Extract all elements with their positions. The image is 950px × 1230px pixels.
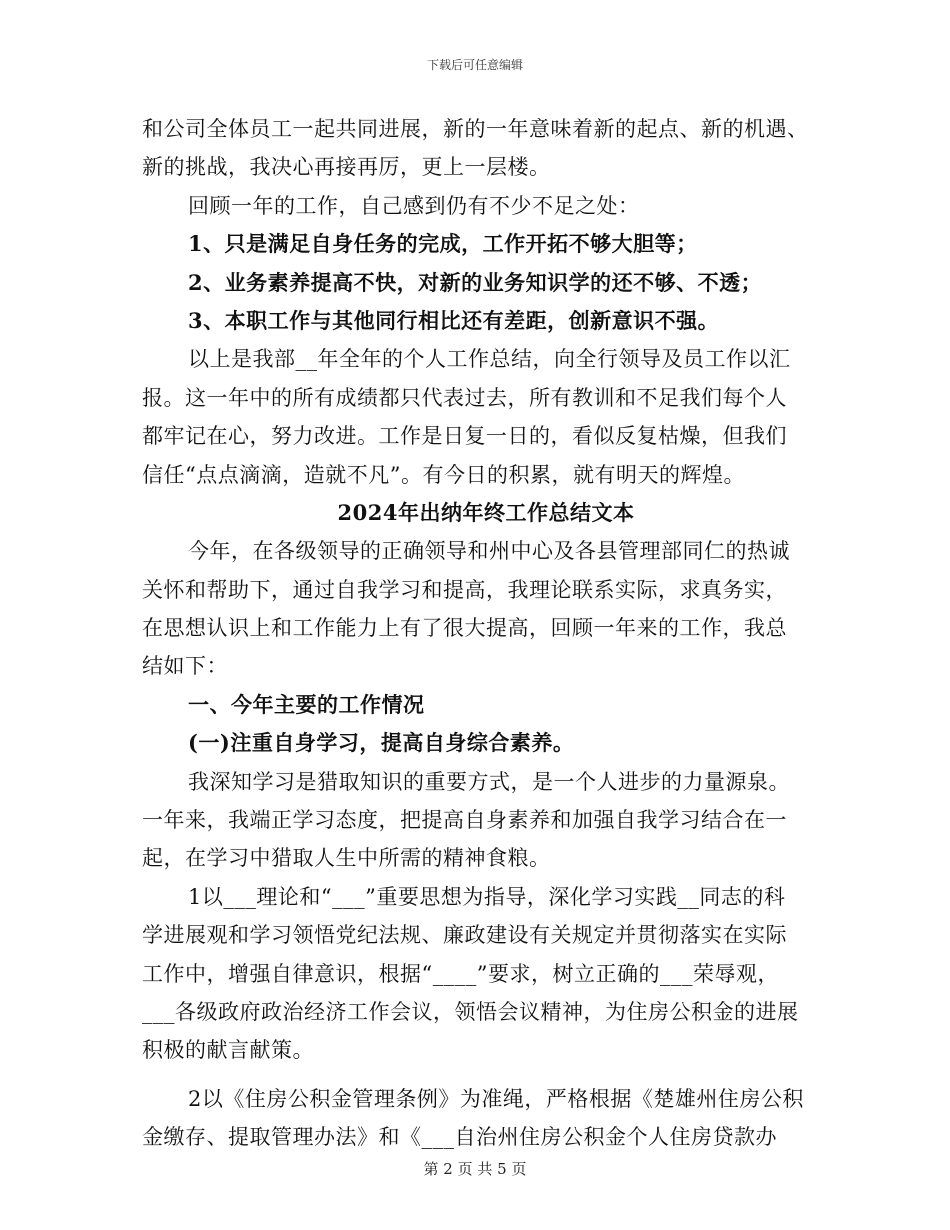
body-line: 积极的献言献策。 [142, 1038, 314, 1063]
body-line: 回顾一年的工作，自己感到仍有不少不足之处： [188, 193, 640, 218]
body-line: 以上是我部__年全年的个人工作总结，向全行领导及员工作以汇 [188, 347, 791, 372]
body-line: 报。这一年中的所有成绩都只代表过去，所有教训和不足我们每个人 [142, 385, 787, 410]
body-line: 关怀和帮助下，通过自我学习和提高，我理论联系实际，求真务实， [142, 577, 787, 602]
body-line: 都牢记在心，努力改进。工作是日复一日的，看似反复枯燥，但我们 [142, 424, 787, 449]
subsection-heading: (一)注重自身学习，提高自身综合素养。 [188, 730, 575, 756]
document-title: 2024年出纳年终工作总结文本 [337, 499, 635, 525]
body-line: ___各级政府政治经济工作会议，领悟会议精神，为住房公积金的进展 [142, 999, 799, 1024]
body-line: 在思想认识上和工作能力上有了很大提高，回顾一年来的工作，我总 [142, 616, 787, 641]
body-line: 2以《住房公积金管理条例》为准绳，严格根据《楚雄州住房公积 [188, 1086, 804, 1111]
list-item: 3、本职工作与其他同行相比还有差距，创新意识不强。 [188, 307, 720, 333]
body-line: 和公司全体员工一起共同进展，新的一年意味着新的起点、新的机遇、 [142, 117, 809, 141]
list-item: 1、只是满足自身任务的完成，工作开拓不够大胆等； [188, 231, 698, 257]
body-line: 信任“点点滴滴，造就不凡”。有今日的积累，就有明天的辉煌。 [142, 462, 745, 487]
body-line: 1以___理论和“___”重要思想为指导，深化学习实践__同志的科 [188, 884, 786, 909]
document-body [142, 110, 810, 1157]
paragraph-gap [142, 1070, 810, 1080]
body-line: 金缴存、提取管理办法》和《___自治州住房公积金个人住房贷款办 [142, 1125, 777, 1150]
body-line: 工作中，增强自律意识，根据“____”要求，树立正确的___荣辱观， [142, 961, 779, 986]
section-heading: 一、今年主要的工作情况 [188, 691, 425, 717]
body-line: 今年，在各级领导的正确领导和州中心及各县管理部同仁的热诚 [188, 539, 790, 564]
body-line: 我深知学习是猎取知识的重要方式，是一个人进步的力量源泉。 [188, 769, 790, 794]
body-line: 一年来，我端正学习态度，把提高自身素养和加强自我学习结合在一 [142, 808, 787, 833]
list-item: 2、业务素养提高不快，对新的业务知识学的还不够、不透； [188, 269, 763, 295]
page-footer: 第 2 页 共 5 页 [423, 1160, 527, 1178]
body-line: 起，在学习中猎取人生中所需的精神食粮。 [142, 846, 551, 871]
body-line: 新的挑战，我决心再接再厉，更上一层楼。 [142, 155, 551, 180]
body-line: 结如下： [142, 654, 228, 679]
page-header: 下载后可任意编辑 [426, 58, 523, 72]
body-line: 学进展观和学习领悟党纪法规、廉政建设有关规定并贯彻落实在实际 [142, 923, 787, 948]
